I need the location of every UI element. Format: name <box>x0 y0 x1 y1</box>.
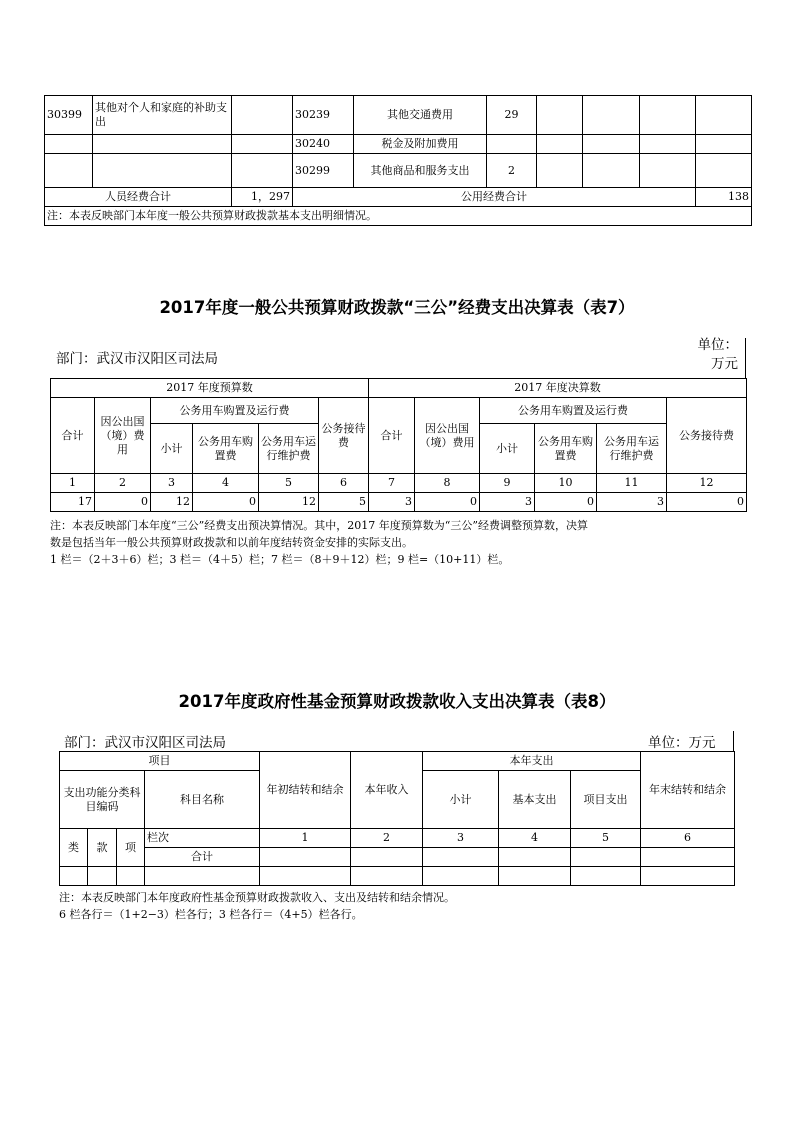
column-number: 5 <box>259 474 319 493</box>
amount <box>232 154 293 188</box>
econ-code: 30240 <box>293 135 354 154</box>
note-row <box>45 207 752 226</box>
table7-header-row-1 <box>51 379 747 398</box>
table-row <box>45 154 752 188</box>
budget-reception-header: 公务接待费 <box>319 398 369 474</box>
column-number: 7 <box>369 474 415 493</box>
table-row <box>45 135 752 154</box>
econ-name: 其他对个人和家庭的补助支出 <box>93 96 232 135</box>
column-number: 11 <box>597 474 667 493</box>
table8-department: 部门：武汉市汉阳区司法局 <box>64 735 226 751</box>
econ-code: 30399 <box>45 96 93 135</box>
final-car-maint-header: 公务用车运行维护费 <box>597 424 667 474</box>
econ-name: 其他交通费用 <box>354 96 487 135</box>
column-number: 3 <box>423 829 499 848</box>
econ-name <box>93 154 232 188</box>
table7-title: 2017年度一般公共预算财政拨款“三公”经费支出决算表（表7） <box>159 298 635 317</box>
final-total-header: 合计 <box>369 398 415 474</box>
table7-header-row-2 <box>51 398 747 424</box>
personnel-total-label: 人员经费合计 <box>45 188 232 207</box>
spending-subtotal-header: 小计 <box>423 771 499 829</box>
table8-header-row-1 <box>60 752 735 771</box>
table7-value-row <box>51 493 747 512</box>
value-cell: 0 <box>193 493 259 512</box>
column-number: 2 <box>95 474 151 493</box>
value-cell: 0 <box>535 493 597 512</box>
column-number: 9 <box>480 474 535 493</box>
budget-car-maint-header: 公务用车运行维护费 <box>259 424 319 474</box>
column-number: 3 <box>151 474 193 493</box>
function-code-header: 支出功能分类科目编码 <box>60 771 145 829</box>
table7-department: 部门：武汉市汉阳区司法局 <box>56 351 218 367</box>
column-number: 1 <box>51 474 95 493</box>
econ-name <box>93 135 232 154</box>
value-cell: 17 <box>51 493 95 512</box>
table7-note-line-3: 1 栏＝（2＋3＋6）栏；3 栏＝（4＋5）栏；7 栏＝（8＋9＋12）栏；9 栏=（10+11）栏。 <box>50 553 510 566</box>
table7 <box>50 378 747 512</box>
econ-code: 30299 <box>293 154 354 188</box>
table8-lanci-row <box>60 829 735 848</box>
column-number: 4 <box>193 474 259 493</box>
basic-spending-header: 基本支出 <box>499 771 571 829</box>
amount: 29 <box>487 96 537 135</box>
total-label: 合计 <box>145 848 260 867</box>
table8-unit: 单位：万元 <box>648 735 716 751</box>
final-header: 2017 年度决算数 <box>369 379 747 398</box>
table8-note-line-2: 6 栏各行＝（1+2−3）栏各行；3 栏各行＝（4+5）栏各行。 <box>59 908 363 921</box>
column-number: 6 <box>319 474 369 493</box>
end-balance-header: 年末结转和结余 <box>641 752 735 829</box>
public-total-label: 公用经费合计 <box>293 188 696 207</box>
public-total-value: 138 <box>696 188 752 207</box>
final-car-header: 公务用车购置及运行费 <box>480 398 667 424</box>
value-cell: 0 <box>667 493 747 512</box>
table6-note: 注：本表反映部门本年度一般公共预算财政拨款基本支出明细情况。 <box>45 207 752 226</box>
table8-empty-row <box>60 867 735 886</box>
econ-code <box>45 135 93 154</box>
final-car-subtotal-header: 小计 <box>480 424 535 474</box>
column-number: 12 <box>667 474 747 493</box>
table6-continuation <box>44 95 752 226</box>
table7-unit-label: 单位： <box>697 337 738 353</box>
budget-car-header: 公务用车购置及运行费 <box>151 398 319 424</box>
total-row <box>45 188 752 207</box>
budget-header: 2017 年度预算数 <box>51 379 369 398</box>
column-number: 6 <box>641 829 735 848</box>
value-cell: 0 <box>415 493 480 512</box>
income-header: 本年收入 <box>351 752 423 829</box>
value-cell: 3 <box>597 493 667 512</box>
amount: 2 <box>487 154 537 188</box>
category-header: 类 <box>60 829 88 867</box>
budget-car-subtotal-header: 小计 <box>151 424 193 474</box>
amount <box>487 135 537 154</box>
budget-abroad-header: 因公出国（境）费用 <box>95 398 151 474</box>
table7-column-number-row <box>51 474 747 493</box>
value-cell: 5 <box>319 493 369 512</box>
econ-code: 30239 <box>293 96 354 135</box>
amount <box>232 96 293 135</box>
personnel-total-value: 1，297 <box>232 188 293 207</box>
value-cell: 3 <box>369 493 415 512</box>
value-cell: 12 <box>259 493 319 512</box>
column-number: 2 <box>351 829 423 848</box>
spending-header: 本年支出 <box>423 752 641 771</box>
begin-balance-header: 年初结转和结余 <box>260 752 351 829</box>
budget-total-header: 合计 <box>51 398 95 474</box>
value-cell: 0 <box>95 493 151 512</box>
table8-note <box>59 889 759 923</box>
column-number: 8 <box>415 474 480 493</box>
value-cell: 12 <box>151 493 193 512</box>
table7-note-line-2: 数是包括当年一般公共预算财政拨款和以前年度结转资金安排的实际支出。 <box>50 536 413 549</box>
table-row <box>45 96 752 135</box>
table7-unit <box>690 336 738 374</box>
final-abroad-header: 因公出国（境）费用 <box>415 398 480 474</box>
table7-note-line-1: 注：本表反映部门本年度“三公”经费支出预决算情况。其中，2017 年度预算数为“三公”经费调整预算数，决算 <box>50 519 588 532</box>
table8 <box>59 751 735 886</box>
subject-name-header: 科目名称 <box>145 771 260 829</box>
final-car-purchase-header: 公务用车购置费 <box>535 424 597 474</box>
econ-name: 税金及附加费用 <box>354 135 487 154</box>
item-header: 项目 <box>60 752 260 771</box>
table8-note-line-1: 注：本表反映部门本年度政府性基金预算财政拨款收入、支出及结转和结余情况。 <box>59 891 455 904</box>
column-number: 10 <box>535 474 597 493</box>
column-number: 1 <box>260 829 351 848</box>
column-number: 5 <box>571 829 641 848</box>
column-order-label: 栏次 <box>145 829 260 848</box>
value-cell: 3 <box>480 493 535 512</box>
table7-note <box>50 517 770 568</box>
project-spending-header: 项目支出 <box>571 771 641 829</box>
section-header: 款 <box>88 829 117 867</box>
column-number: 4 <box>499 829 571 848</box>
econ-code <box>45 154 93 188</box>
budget-car-purchase-header: 公务用车购置费 <box>193 424 259 474</box>
final-reception-header: 公务接待费 <box>667 398 747 474</box>
amount <box>232 135 293 154</box>
item-level-header: 项 <box>117 829 145 867</box>
table8-title: 2017年度政府性基金预算财政拨款收入支出决算表（表8） <box>178 692 616 711</box>
econ-name: 其他商品和服务支出 <box>354 154 487 188</box>
table8-total-row <box>60 848 735 867</box>
table7-unit-value: 万元 <box>711 356 738 372</box>
